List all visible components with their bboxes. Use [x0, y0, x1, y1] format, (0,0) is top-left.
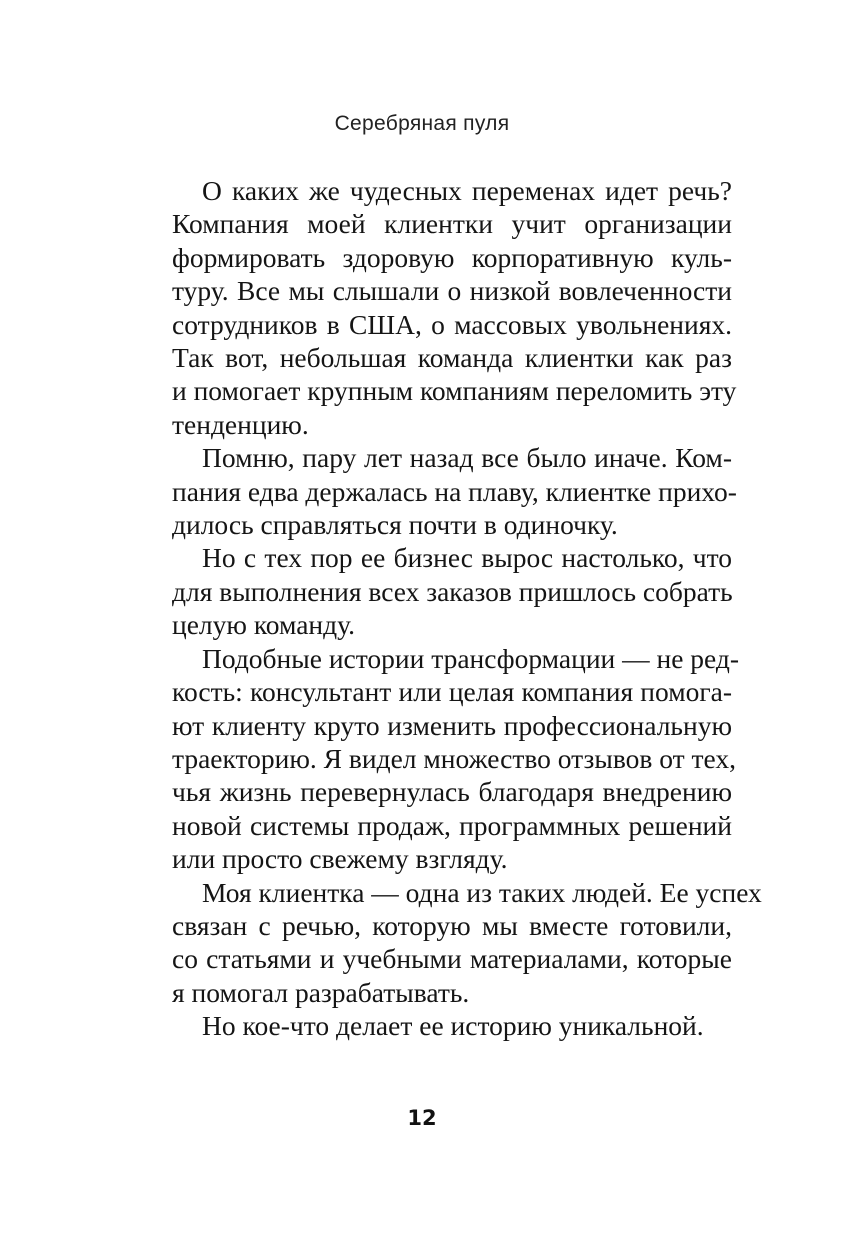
text-line: формировать здоровую корпоративную куль-	[172, 241, 732, 273]
text-line: пания едва держалась на плаву, клиентке прихо-	[172, 475, 737, 507]
text-line: со статьями и учебными материалами, которые	[172, 943, 732, 975]
paragraph	[172, 1009, 732, 1042]
text-line: Моя клиентка — одна из таких людей. Ее успех	[202, 876, 762, 908]
text-line: кость: консультант или целая компания помога-	[172, 676, 732, 708]
paragraph	[172, 876, 762, 1010]
text-line: траекторию. Я видел множество отзывов от тех,	[172, 742, 737, 774]
text-line: Так вот, небольшая команда клиентки как раз	[172, 342, 732, 374]
text-line: тенденцию.	[172, 408, 309, 440]
text-line: или просто свежему взгляду.	[172, 843, 508, 875]
running-head: Серебряная пуля	[334, 112, 510, 135]
text-line: О каких же чудесных переменах идет речь?	[202, 175, 732, 206]
text-line: Помню, пару лет назад все было иначе. Ком-	[202, 442, 732, 474]
body-text	[172, 174, 762, 1043]
text-line: Но с тех пор ее бизнес вырос настолько, что	[202, 542, 732, 574]
text-line: сотрудников в США, о массовых увольнениях.	[172, 308, 732, 340]
text-line: новой системы продаж, программных решений	[172, 809, 732, 841]
text-line: и помогает крупным компаниям переломить эту	[172, 375, 737, 407]
text-line: Но кое-что делает ее историю уникальной.	[202, 1010, 704, 1042]
text-line: связан с речью, которую мы вместе готовили,	[172, 909, 732, 941]
text-line: туру. Все мы слышали о низкой вовлеченности	[172, 275, 732, 307]
text-line: для выполнения всех заказов пришлось собрать	[172, 575, 733, 607]
paragraph	[172, 441, 737, 541]
text-line: я помогал разрабатывать.	[172, 976, 470, 1008]
paragraph	[172, 174, 737, 441]
text-line: целую команду.	[172, 609, 356, 641]
text-line: чья жизнь перевернулась благодаря внедрению	[172, 776, 732, 808]
text-line: ют клиенту круто изменить профессиональную	[172, 709, 732, 741]
text-line: дилось справляться почти в одиночку.	[172, 509, 618, 541]
paragraph	[172, 642, 740, 876]
text-line: Компания моей клиентки учит организации	[172, 208, 732, 240]
page-number: 12	[407, 1106, 437, 1130]
paragraph	[172, 541, 732, 641]
text-line: Подобные истории трансформации — не ред-	[202, 642, 740, 674]
